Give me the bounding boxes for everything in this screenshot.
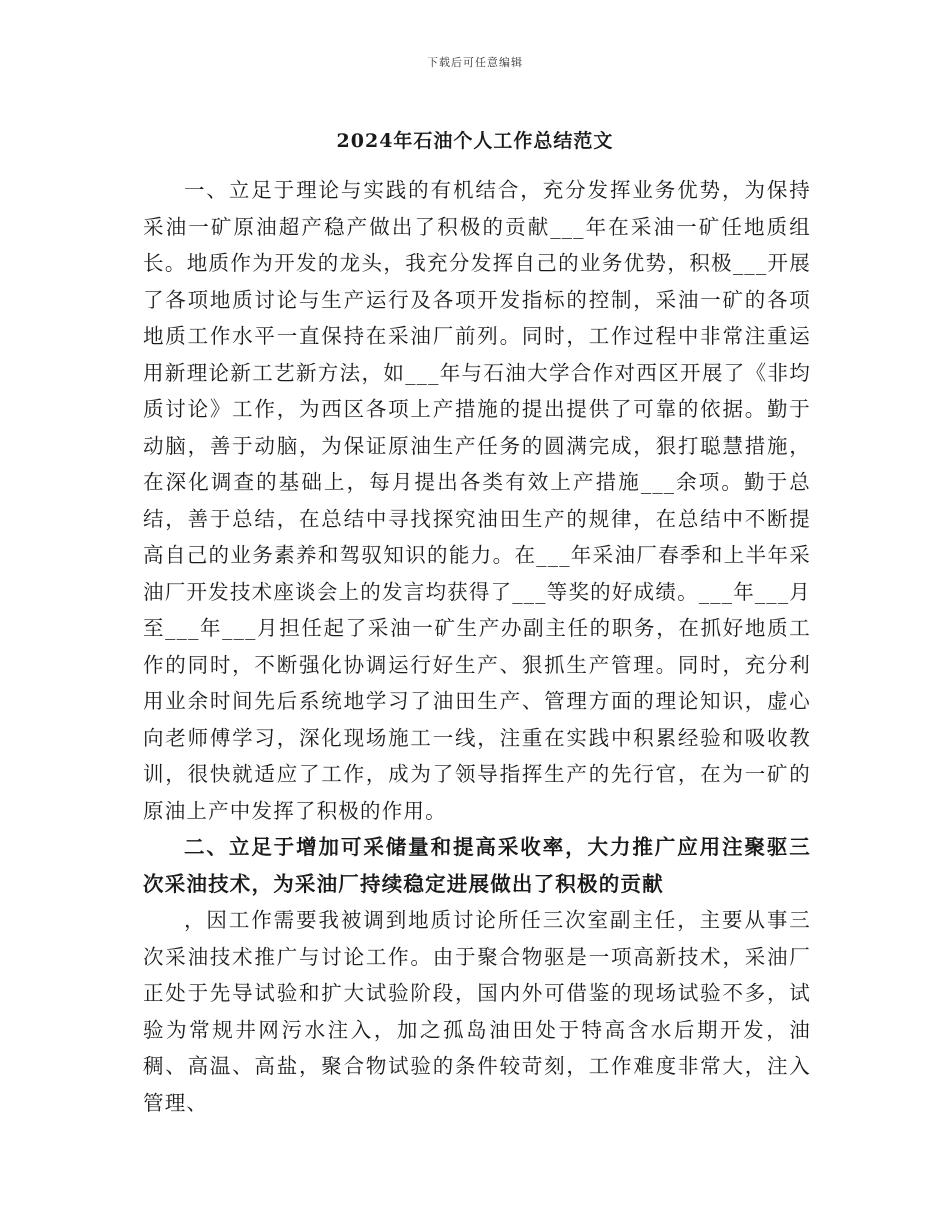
document-title: 2024年石油个人工作总结范文 [336,130,614,152]
paragraph-section-one: 一、立足于理论与实践的有机结合，充分发挥业务优势，为保持采油一矿原油超产稳产做出了积极的贡献___年在采油一矿任地质组长。地质作为开发的龙头，我充分发挥自己的业务优势，积极___开展了各项地质讨论与生产运行及各项开发指标的控制，采油一矿的各项地质工作水平一直保持在采油厂前列。同时，工作过程中非常注重运用新理论新工艺新方法，如___年与石油大学合作对西区开展了《非均质讨论》工作，为西区各项上产措施的提出提供了可靠的依据。勤于动脑，善于动脑，为保证原油生产任务的圆满完成，狠打聪慧措施，在深化调查的基础上，每月提出各类有效上产措施___余项。勤于总结，善于总结，在总结中寻找探究油田生产的规律，在总结中不断提高自己的业务素养和驾驭知识的能力。在___年采油厂春季和上半年采油厂开发技术座谈会上的发言均获得了___等奖的好成绩。___年___月至___年___月担任起了采油一矿生产办副主任的职务，在抓好地质工作的同时，不断强化协调运行好生产、狠抓生产管理。同时，充分利用业余时间先后系统地学习了油田生产、管理方面的理论知识，虚心向老师傅学习，深化现场施工一线，注重在实践中积累经验和吸收教训，很快就适应了工作，成为了领导指挥生产的先行官，在为一矿的原油上产中发挥了积极的作用。 [143,178,811,823]
header-note: 下载后可任意编辑 [427,56,523,69]
paragraph-section-two-heading: 二、立足于增加可采储量和提高采收率，大力推广应用注聚驱三次采油技术，为采油厂持续稳定进展做出了积极的贡献 [143,835,811,896]
paragraph-section-two-body: ，因工作需要我被调到地质讨论所任三次室副主任，主要从事三次采油技术推广与讨论工作。由于聚合物驱是一项高新技术，采油厂正处于先导试验和扩大试验阶段，国内外可借鉴的现场试验不多，试验为常规井网污水注入，加之孤岛油田处于特高含水后期开发，油稠、高温、高盐，聚合物试验的条件较苛刻，工作难度非常大，注入管理、 [143,908,811,1115]
document-body [143,172,811,1121]
